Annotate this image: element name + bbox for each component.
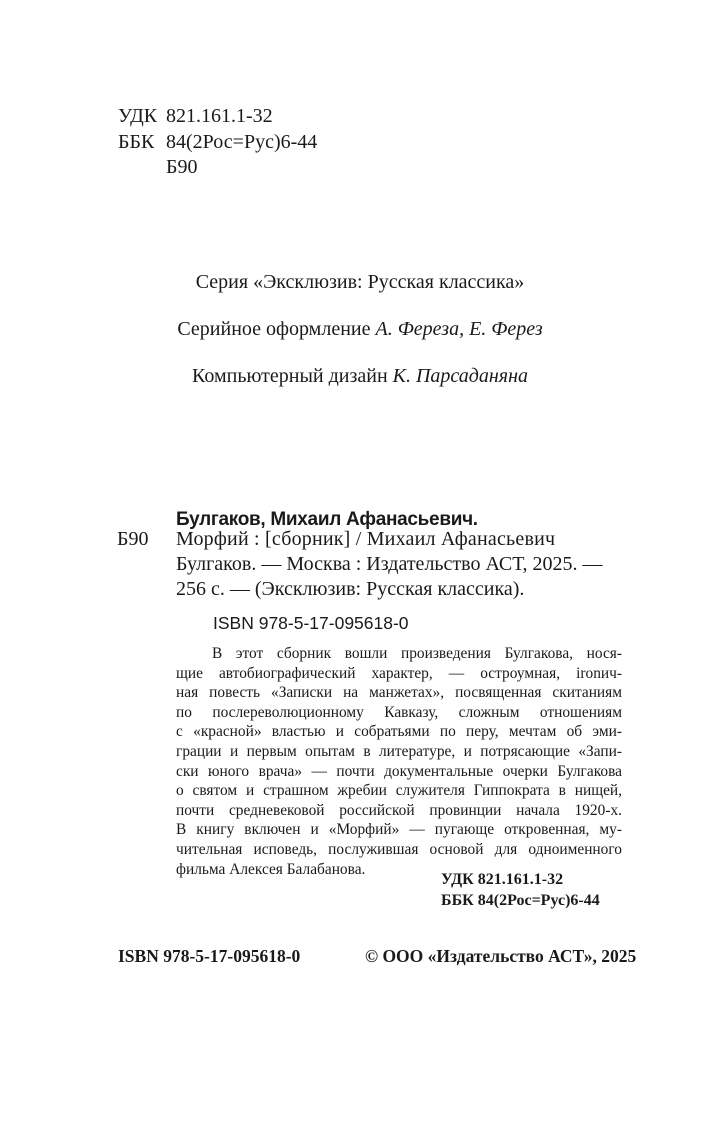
annotation-line: щие автобиографический характер, — остроумная, ironич- — [176, 664, 622, 682]
record-line-3: 256 с. — (Эксклюзив: Русская классика). — [176, 578, 525, 600]
bottom-bbk: ББК 84(2Рос=Рус)6-44 — [441, 892, 600, 909]
footer-isbn: ISBN 978-5-17-095618-0 — [118, 946, 301, 966]
author-mark: Б90 — [166, 156, 198, 178]
series-text: Серия «Эксклюзив: Русская классика» — [195, 271, 525, 293]
annotation-line: В этот сборник вошли произведения Булгакова, нося- — [212, 645, 622, 662]
annotation-line: чительная исповедь, послужившая основой для одноименного — [176, 840, 622, 858]
annotation-line: ски юного врача» — почти документальные очерки Булгакова — [176, 762, 622, 780]
record-code: Б90 — [117, 528, 149, 550]
record-author: Булгаков, Михаил Афанасьевич. — [176, 509, 478, 530]
annotation-line: почти средневековой российской провинции начала 1920-х. — [176, 801, 622, 819]
record-isbn: ISBN 978-5-17-095618-0 — [213, 613, 409, 633]
annotation-line: В книгу включен и «Морфий» — пугающе откровенная, му- — [176, 821, 622, 839]
record-line-2: Булгаков. — Москва : Издательство АСТ, 2025. — — [176, 553, 603, 575]
annotation-line: с «красной» властью и собратьями по перу, мечтам об эми- — [176, 723, 622, 741]
computer-names: К. Парсаданяна — [392, 365, 528, 387]
bbk-value: 84(2Рос=Рус)6-44 — [166, 131, 318, 153]
udk-value: 821.161.1-32 — [166, 105, 273, 127]
udk-label: УДК — [118, 105, 158, 127]
bottom-udk: УДК 821.161.1-32 — [441, 871, 564, 888]
footer-copyright: © ООО «Издательство АСТ», 2025 — [365, 946, 637, 966]
bbk-label: ББК — [118, 131, 155, 153]
annotation-line: ная повесть «Записки на манжетах», посвященная скитаниям — [176, 684, 622, 702]
annotation-text — [176, 644, 622, 879]
annotation-line: фильма Алексея Балабанова. — [176, 860, 366, 878]
annotation-line: по послереволюционному Кавказу, сложным отношениям — [176, 703, 622, 721]
design-credit — [0, 317, 709, 341]
series-credit — [0, 270, 709, 294]
record-line-1: Морфий : [сборник] / Михаил Афанасьевич — [176, 528, 556, 550]
annotation-line: о святом и страшном жребии служителя Гиппократа в нищей, — [176, 782, 622, 800]
design-prefix: Серийное оформление — [177, 318, 376, 340]
computer-design-credit — [0, 364, 709, 388]
design-names: А. Фереза, Е. Ферез — [375, 318, 543, 340]
computer-prefix: Компьютерный дизайн — [192, 365, 393, 387]
annotation-line: грации и первым опытам в литературе, и потрясающие «Запи- — [176, 742, 622, 760]
